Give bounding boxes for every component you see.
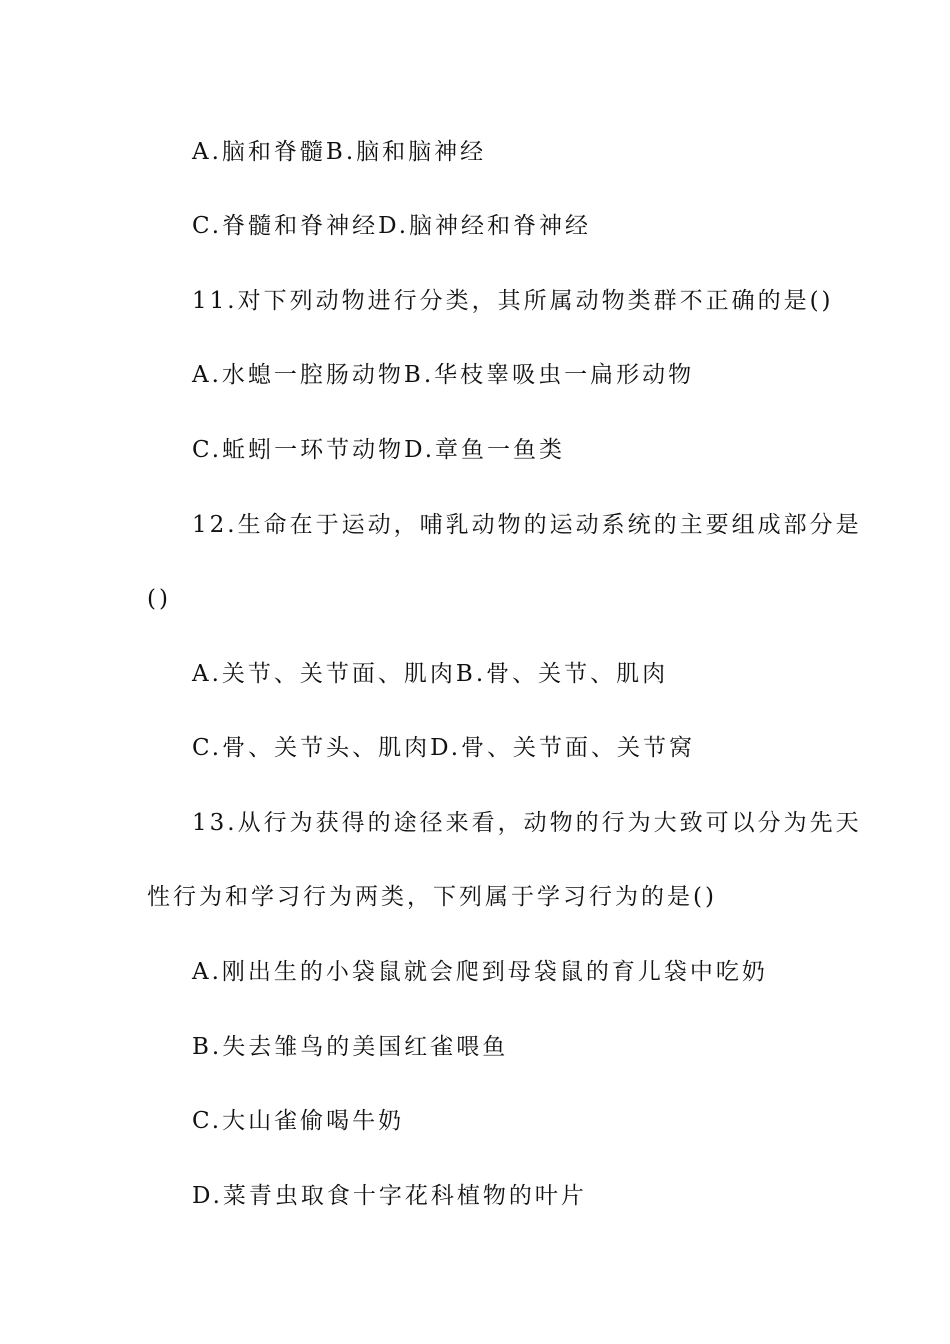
q11-stem: 11.对下列动物进行分类，其所属动物类群不正确的是(): [192, 288, 834, 314]
q13-stem-continued: 性行为和学习行为两类，下列属于学习行为的是(): [147, 884, 717, 910]
q13-stem: 13.从行为获得的途径来看，动物的行为大致可以分为先天: [192, 810, 862, 836]
q12-options-cd: C.骨、关节头、肌肉D.骨、关节面、关节窝: [192, 735, 696, 761]
q12-options-ab: A.关节、关节面、肌肉B.骨、关节、肌肉: [192, 661, 669, 687]
q13-option-d: D.菜青虫取食十字花科植物的叶片: [192, 1183, 587, 1209]
q13-option-a: A.刚出生的小袋鼠就会爬到母袋鼠的育儿袋中吃奶: [192, 959, 768, 985]
q13-option-b: B.失去雏鸟的美国红雀喂鱼: [192, 1034, 509, 1060]
q12-stem: 12.生命在于运动，哺乳动物的运动系统的主要组成部分是: [192, 512, 862, 538]
q11-options-cd: C.蚯蚓一环节动物D.章鱼一鱼类: [192, 437, 566, 463]
q10-options-cd: C.脊髓和脊神经D.脑神经和脊神经: [192, 213, 592, 239]
q11-options-ab: A.水螅一腔肠动物B.华枝睾吸虫一扁形动物: [192, 362, 695, 388]
q12-stem-continued: (): [147, 586, 171, 612]
q13-option-c: C.大山雀偷喝牛奶: [192, 1108, 405, 1134]
q10-options-ab: A.脑和脊髓B.脑和脑神经: [192, 139, 487, 165]
